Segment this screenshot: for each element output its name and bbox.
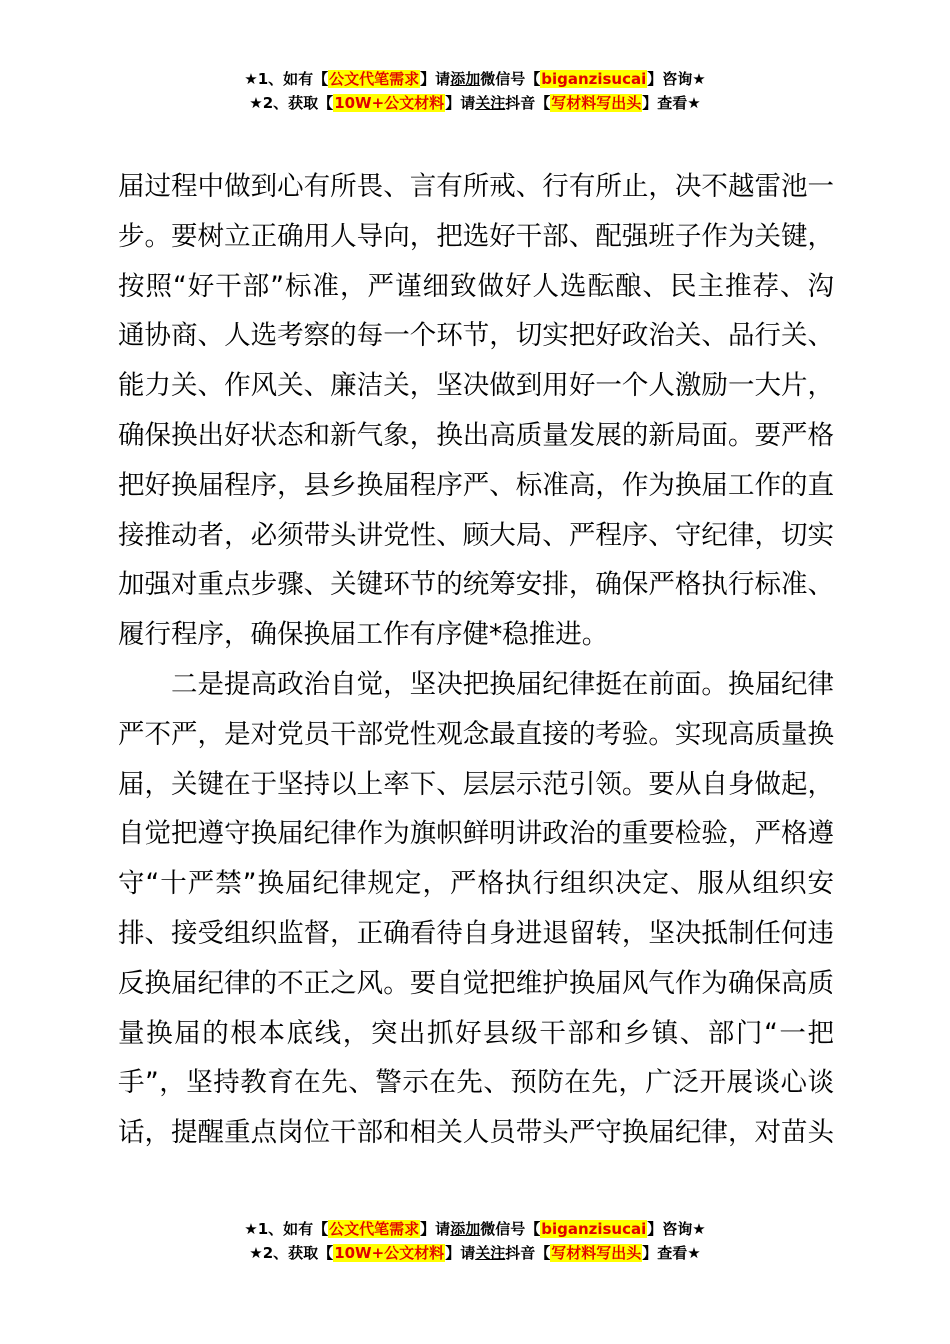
- banner-line-1-prefix: ★1、如有【: [244, 70, 329, 88]
- banner-line-2-suffix: 】查看★: [642, 94, 701, 112]
- header-banner: [0, 67, 950, 115]
- footer-line-1-mid2: 微信号【: [480, 1220, 541, 1238]
- banner-line-1-mid2: 微信号【: [480, 70, 541, 88]
- banner-line-1-highlight-service: 公文代笔需求: [329, 70, 420, 88]
- body-line: 届，关键在于坚持以上率下、层层示范引领。要从自身做起，: [118, 768, 834, 800]
- footer-line-1-suffix: 】咨询★: [647, 1220, 706, 1238]
- banner-line-2-mid: 】请: [445, 94, 476, 112]
- footer-line-1-highlight-service: 公文代笔需求: [329, 1220, 420, 1238]
- banner-line-2-prefix: ★2、获取【: [249, 94, 334, 112]
- banner-line-2-highlight-materials: 10W+公文材料: [334, 94, 445, 112]
- body-line-paragraph-end: 履行程序，确保换届工作有序健*稳推进。: [118, 619, 609, 651]
- body-line: 自觉把遵守换届纪律作为旗帜鲜明讲政治的重要检验，严格遵: [118, 818, 834, 850]
- banner-line-1-emphasis: 添加: [450, 70, 481, 88]
- banner-line-2-mid2: 抖音【: [505, 94, 551, 112]
- footer-line-1-highlight-wechat: biganzisucai: [541, 1220, 647, 1238]
- body-line: 步。要树立正确用人导向，把选好干部、配强班子作为关键，: [118, 220, 834, 252]
- document-body: [118, 162, 834, 1158]
- body-line: 届过程中做到心有所畏、言有所戒、行有所止，决不越雷池一: [118, 171, 834, 202]
- footer-line-1-mid: 】请: [420, 1220, 451, 1238]
- banner-line-1: [0, 67, 950, 91]
- footer-line-2-suffix: 】查看★: [642, 1244, 701, 1262]
- banner-line-2-emphasis: 关注: [475, 94, 506, 112]
- body-line: 通协商、人选考察的每一个环节，切实把好政治关、品行关、: [118, 320, 834, 352]
- banner-line-2-highlight-douyin: 写材料写出头: [551, 94, 642, 112]
- body-line: 严不严，是对党员干部党性观念最直接的考验。实现高质量换: [118, 718, 834, 750]
- footer-line-2-mid2: 抖音【: [505, 1244, 551, 1262]
- footer-line-1-prefix: ★1、如有【: [244, 1220, 329, 1238]
- footer-banner-line-2: [0, 1241, 950, 1265]
- body-line: 加强对重点步骤、关键环节的统筹安排，确保严格执行标准、: [118, 569, 834, 601]
- body-line: 话，提醒重点岗位干部和相关人员带头严守换届纪律，对苗头: [118, 1117, 834, 1149]
- body-line: 接推动者，必须带头讲党性、顾大局、严程序、守纪律，切实: [118, 519, 834, 551]
- body-line: 把好换届程序，县乡换届程序严、标准高，作为换届工作的直: [118, 469, 834, 501]
- footer-line-2-mid: 】请: [445, 1244, 476, 1262]
- banner-line-1-mid: 】请: [420, 70, 451, 88]
- body-line: 手”，坚持教育在先、警示在先、预防在先，广泛开展谈心谈: [118, 1067, 834, 1099]
- banner-line-2: [0, 91, 950, 115]
- body-line: 按照“好干部”标准，严谨细致做好人选酝酿、民主推荐、沟: [118, 270, 834, 302]
- banner-line-1-highlight-wechat: biganzisucai: [541, 70, 647, 88]
- footer-line-2-emphasis: 关注: [475, 1244, 506, 1262]
- footer-line-2-highlight-materials: 10W+公文材料: [334, 1244, 445, 1262]
- footer-line-1-emphasis: 添加: [450, 1220, 481, 1238]
- footer-banner: [0, 1217, 950, 1265]
- body-line: 排、接受组织监督，正确看待自身进退留转，坚决抵制任何违: [118, 917, 834, 949]
- body-line: 能力关、作风关、廉洁关，坚决做到用好一个人激励一大片，: [118, 370, 834, 402]
- footer-banner-line-1: [0, 1217, 950, 1241]
- body-line: 量换届的根本底线，突出抓好县级干部和乡镇、部门“一把: [118, 1017, 834, 1049]
- body-line-paragraph-start: 二是提高政治自觉，坚决把换届纪律挺在前面。换届纪律: [171, 668, 834, 700]
- banner-line-1-suffix: 】咨询★: [647, 70, 706, 88]
- footer-line-2-highlight-douyin: 写材料写出头: [551, 1244, 642, 1262]
- body-line: 反换届纪律的不正之风。要自觉把维护换届风气作为确保高质: [118, 967, 834, 999]
- footer-line-2-prefix: ★2、获取【: [249, 1244, 334, 1262]
- body-line: 守“十严禁”换届纪律规定，严格执行组织决定、服从组织安: [118, 868, 834, 900]
- body-line: 确保换出好状态和新气象，换出高质量发展的新局面。要严格: [118, 419, 834, 451]
